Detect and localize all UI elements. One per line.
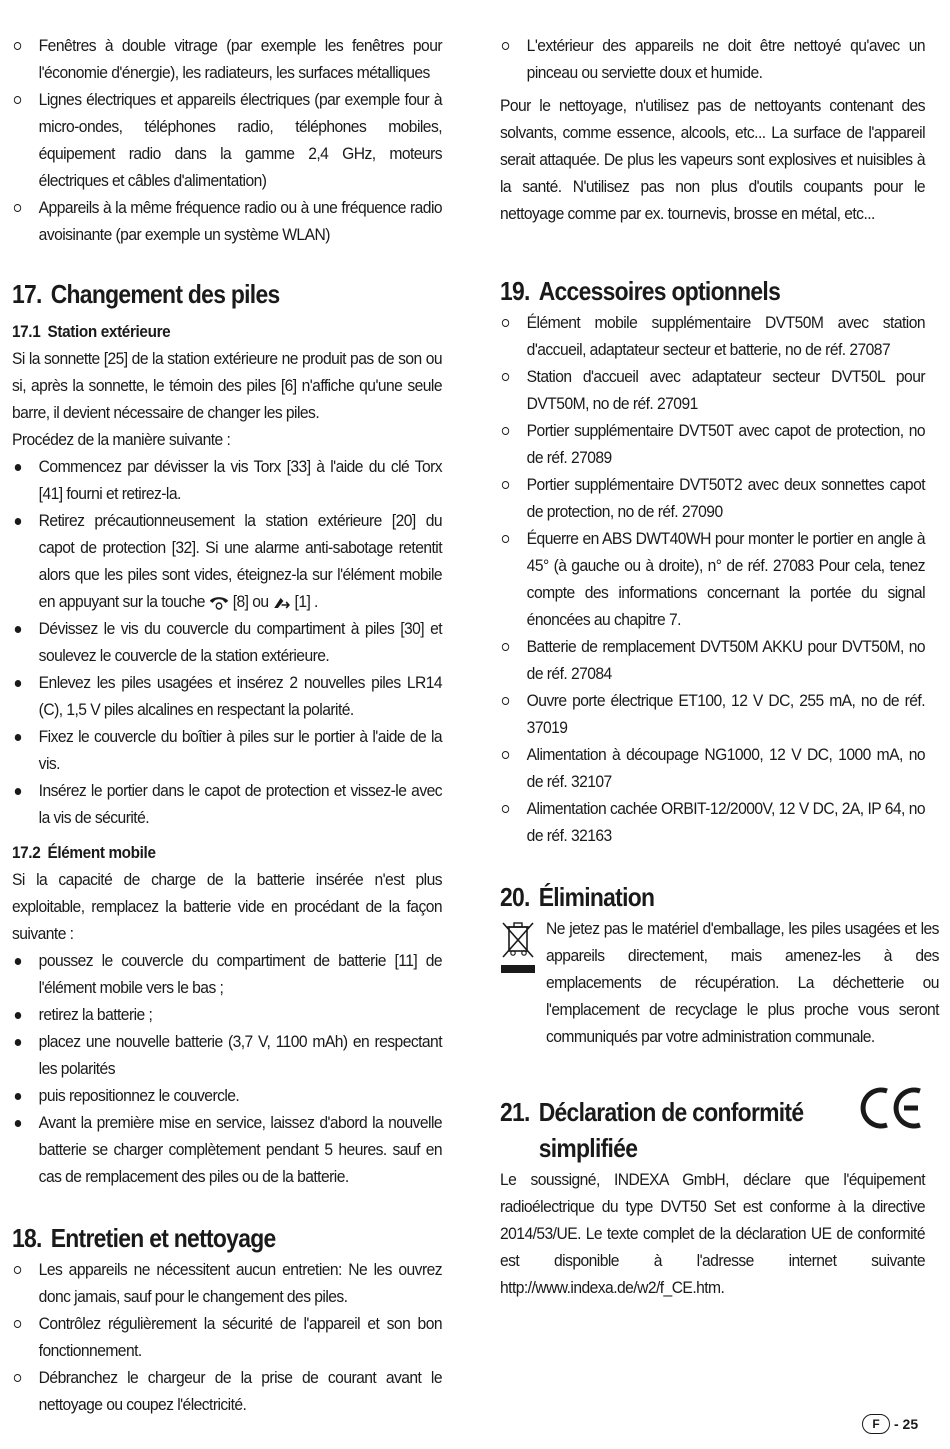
list-item: Débranchez le chargeur de la prise de courant avant le nettoyage ou coupez l'électricité. bbox=[12, 1364, 442, 1418]
section-18-body bbox=[12, 1256, 442, 1418]
paragraph: Procédez de la manière suivante : bbox=[12, 430, 231, 449]
section-title-17: 17. Changement des piles bbox=[12, 279, 280, 309]
crossed-bin-icon bbox=[500, 919, 536, 977]
language-badge: F bbox=[862, 1414, 890, 1434]
mobile-battery-list bbox=[12, 947, 442, 1190]
ce-mark-icon bbox=[860, 1085, 924, 1131]
paragraph: Le soussigné, INDEXA GmbH, déclare que l'équipement radioélectrique du type DVT50 Set est conforme à la directive 2014/53/UE. Le texte complet de la déclaration UE de conformité est disponible à l'adresse internet suivante http://www.indexa.de/w2/f_CE.htm. bbox=[500, 1170, 926, 1297]
handset-icon bbox=[209, 596, 229, 610]
list-item: Alimentation à découpage NG1000, 12 V DC, 1000 mA, no de réf. 32107 bbox=[500, 741, 925, 795]
left-text-block bbox=[12, 32, 442, 248]
list-item: Élément mobile supplémentaire DVT50M avec station d'accueil, adaptateur secteur et batterie, no de réf. 27087 bbox=[500, 309, 925, 363]
subsection-title-17-2: 17.2 Élément mobile bbox=[12, 843, 156, 862]
page-number-text: - 25 bbox=[894, 1416, 919, 1432]
list-item: Retirez précautionneusement la station extérieure [20] du capot de protection [32]. Si une alarme anti-sabotage retentit alors que les piles sont vides, éteignez-la sur l'élément mobile en appuyant sur la touche [8] ou [1] . bbox=[12, 507, 442, 615]
list-item: Fixez le couvercle du boîtier à piles sur le portier à l'aide de la vis. bbox=[12, 723, 442, 777]
list-item: poussez le couvercle du compartiment de batterie [11] de l'élément mobile vers le bas ; bbox=[12, 947, 442, 1001]
list-item: Équerre en ABS DWT40WH pour monter le portier en angle à 45° (à gauche ou à droite), n° de réf. 27083 Pour cela, tenez compte des informations concernant la portée du signal énoncées au chapitre 7. bbox=[500, 525, 925, 633]
section-title-21: 21. Déclaration de conformité simplifiée bbox=[500, 1097, 804, 1163]
list-item: Dévissez le vis du couvercle du compartiment à piles [30] et soulevez le couvercle de la station extérieure. bbox=[12, 615, 442, 669]
cleaning-continued bbox=[500, 32, 925, 227]
door-open-icon bbox=[272, 596, 290, 610]
list-item: Enlevez les piles usagées et insérez 2 nouvelles piles LR14 (C), 1,5 V piles alcalines en respectant la polarité. bbox=[12, 669, 442, 723]
paragraph: Si la capacité de charge de la batterie insérée n'est plus exploitable, remplacez la batterie vide en procédant de la façon suivante : bbox=[12, 870, 443, 943]
section-17-1-body bbox=[12, 345, 442, 831]
battery-steps-list bbox=[12, 453, 442, 831]
disposal-text-wrap bbox=[546, 915, 939, 1050]
list-item: puis repositionnez le couvercle. bbox=[12, 1082, 442, 1109]
paragraph: Ne jetez pas le matériel d'emballage, les piles usagées et les appareils directement, mais amenez-les à des emplacements de récupération. La déchetterie ou l'emplacement de recyclage le plus proche vous seront communiqués par votre administration communale. bbox=[546, 919, 939, 1046]
subsection-title-17-1: 17.1 Station extérieure bbox=[12, 322, 171, 341]
section-21-body bbox=[500, 1166, 925, 1301]
list-item: Ouvre porte électrique ET100, 12 V DC, 255 mA, no de réf. 37019 bbox=[500, 687, 925, 741]
list-item: Alimentation cachée ORBIT-12/2000V, 12 V DC, 2A, IP 64, no de réf. 32163 bbox=[500, 795, 925, 849]
section-title-19: 19. Accessoires optionnels bbox=[500, 276, 781, 306]
paragraph: Pour le nettoyage, n'utilisez pas de nettoyants contenant des solvants, comme essence, alcools, etc... La surface de l'appareil serait attaquée. De plus les vapeurs sont explosives et nuisibles à la santé. N'utilisez pas non plus d'outils coupants pour le nettoyage comme par ex. tournevis, brosse en métal, etc... bbox=[500, 96, 926, 223]
list-item: Commencez par dévisser la vis Torx [33] à l'aide du clé Torx [41] fourni et retirez-la. bbox=[12, 453, 442, 507]
maintenance-list bbox=[12, 1256, 442, 1418]
page-number bbox=[862, 1413, 918, 1435]
section-title-18: 18. Entretien et nettoyage bbox=[12, 1223, 276, 1253]
accessories-list bbox=[500, 309, 925, 849]
list-item: Portier supplémentaire DVT50T avec capot de protection, no de réf. 27089 bbox=[500, 417, 925, 471]
list-item: Portier supplémentaire DVT50T2 avec deux sonnettes capot de protection, no de réf. 27090 bbox=[500, 471, 925, 525]
list-item: Les appareils ne nécessitent aucun entretien: Ne les ouvrez donc jamais, sauf pour le changement des piles. bbox=[12, 1256, 442, 1310]
paragraph: Si la sonnette [25] de la station extérieure ne produit pas de son ou si, après la sonnette, le témoin des piles [6] n'affiche qu'une seule barre, il devient nécessaire de changer les piles. bbox=[12, 349, 443, 422]
list-item: retirez la batterie ; bbox=[12, 1001, 442, 1028]
list-item: Insérez le portier dans le capot de protection et vissez-le avec la vis de sécurité. bbox=[12, 777, 442, 831]
left-column bbox=[12, 32, 442, 1418]
list-item: L'extérieur des appareils ne doit être nettoyé qu'avec un pinceau ou serviette doux et humide. bbox=[500, 32, 925, 86]
disposal-block bbox=[500, 915, 939, 1050]
section-17-2-body bbox=[12, 866, 442, 1190]
list-item: Contrôlez régulièrement la sécurité de l'appareil et son bon fonctionnement. bbox=[12, 1310, 442, 1364]
section-19-body bbox=[500, 309, 925, 849]
list-item: Lignes électriques et appareils électriques (par exemple four à micro-ondes, téléphones radio, téléphones mobiles, équipement radio dans la gamme 2,4 GHz, moteurs électriques et câbles d'alimentation) bbox=[12, 86, 442, 194]
list-item: Batterie de remplacement DVT50M AKKU pour DVT50M, no de réf. 27084 bbox=[500, 633, 925, 687]
list-item: Fenêtres à double vitrage (par exemple les fenêtres pour l'économie d'énergie), les radiateurs, les surfaces métalliques bbox=[12, 32, 442, 86]
interference-list bbox=[12, 32, 442, 248]
list-item: Avant la première mise en service, laissez d'abord la nouvelle batterie se charger complètement pendant 5 heures. sauf en cas de remplacement des piles ou de la batterie. bbox=[12, 1109, 442, 1190]
list-item: placez une nouvelle batterie (3,7 V, 1100 mAh) en respectant les polarités bbox=[12, 1028, 442, 1082]
section-title-20: 20. Élimination bbox=[500, 882, 655, 912]
list-item: Station d'accueil avec adaptateur secteur DVT50L pour DVT50M, no de réf. 27091 bbox=[500, 363, 925, 417]
list-item: Appareils à la même fréquence radio ou à une fréquence radio avoisinante (par exemple un système WLAN) bbox=[12, 194, 442, 248]
cleaning-list bbox=[500, 32, 925, 86]
